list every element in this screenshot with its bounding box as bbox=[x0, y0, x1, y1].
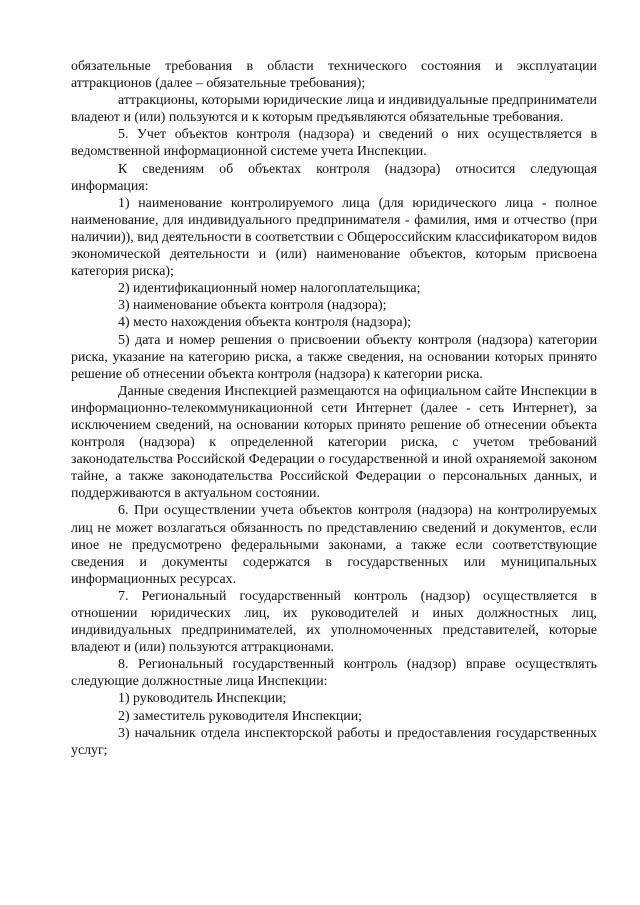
list-item: 2) заместитель руководителя Инспекции; bbox=[118, 708, 363, 724]
paragraph: 7. Региональный государственный контроль (надзор) осуществляется в отношении юридических лиц, их руководителей и иных должностных лиц, индивидуальных предпринимателей, их уполномоченных представителей, которые владеют и (или) пользуются аттракционами. bbox=[71, 588, 597, 656]
list-item: 1) наименование контролируемого лица (для юридического лица - полное наименование, для индивидуального предпринимателя - фамилия, имя и отчество (при наличии)), вид деятельности в соответствии с Общероссийским классификатором видов экономической деятельности и (или) наименование объектов, которым присвоена категория риска); bbox=[71, 195, 597, 280]
list-item: 5) дата и номер решения о присвоении объекту контроля (надзора) категории риска, указание на категорию риска, а также сведения, на основании которых принято решение об отнесении объекта контроля (надзора) к категории риска. bbox=[71, 332, 597, 382]
list-item: 2) идентификационный номер налогоплательщика; bbox=[118, 281, 421, 297]
list-item: 4) место нахождения объекта контроля (надзора); bbox=[118, 315, 412, 331]
paragraph: обязательные требования в области технического состояния и эксплуатации аттракционов (далее – обязательные требования); bbox=[71, 59, 597, 92]
list-item: 3) начальник отдела инспекторской работы и предоставления государственных услуг; bbox=[71, 725, 597, 758]
paragraph: 5. Учет объектов контроля (надзора) и сведений о них осуществляется в ведомственной информационной системе учета Инспекции. bbox=[71, 127, 597, 160]
paragraph: 6. При осуществлении учета объектов контроля (надзора) на контролируемых лиц не может возлагаться обязанность по представлению сведений и документов, если иное не предусмотрено федеральными законами, а также если соответствующие сведения и документы содержатся в государственных или муниципальных информационных ресурсах. bbox=[71, 503, 597, 587]
list-item: 3) наименование объекта контроля (надзора); bbox=[118, 298, 387, 314]
paragraph: 8. Региональный государственный контроль (надзор) вправе осуществлять следующие должностные лица Инспекции: bbox=[71, 657, 597, 690]
document-page bbox=[71, 58, 597, 759]
paragraph: Данные сведения Инспекцией размещаются на официальном сайте Инспекции в информационно-телекоммуникационной сети Интернет (далее - сеть Интернет), за исключением сведений, на основании которых принято решение об отнесении объекта контроля (надзора) к определенной категории риска, с учетом требований законодательства Российской Федерации о государственной и иной охраняемой законом тайне, а также законодательства Российской Федерации о персональных данных, и поддерживаются в актуальном состоянии. bbox=[71, 383, 597, 502]
paragraph: К сведениям об объектах контроля (надзора) относится следующая информация: bbox=[71, 161, 597, 194]
paragraph: аттракционы, которыми юридические лица и индивидуальные предприниматели владеют и (или) пользуются и к которым предъявляются обязательные требования. bbox=[71, 93, 597, 126]
list-item: 1) руководитель Инспекции; bbox=[118, 691, 287, 707]
